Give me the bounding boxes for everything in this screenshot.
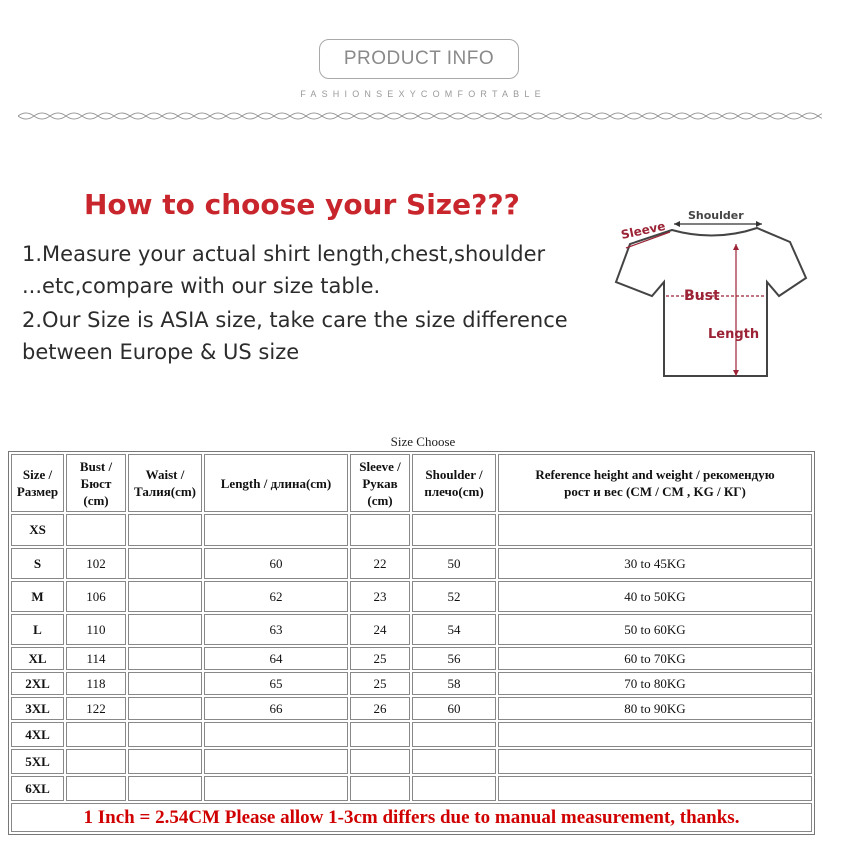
header-size: Size / Размер bbox=[11, 454, 64, 512]
cell-size: 5XL bbox=[11, 749, 64, 774]
cell-bust: 106 bbox=[66, 581, 126, 612]
cell-shoulder: 58 bbox=[412, 672, 496, 695]
product-info-title: PRODUCT INFO bbox=[343, 48, 495, 69]
cell-reference bbox=[498, 514, 812, 546]
cell-reference bbox=[498, 749, 812, 774]
cell-size: S bbox=[11, 548, 64, 579]
cell-length: 64 bbox=[204, 647, 348, 670]
table-row bbox=[11, 722, 812, 747]
cell-length: 60 bbox=[204, 548, 348, 579]
table-row bbox=[11, 614, 812, 645]
table-header-row bbox=[11, 454, 812, 512]
table-row bbox=[11, 749, 812, 774]
tagline: FASHIONSEXYCOMFORTABLE bbox=[300, 89, 546, 99]
cell-sleeve: 22 bbox=[350, 548, 410, 579]
guide-line-1: 1.Measure your actual shirt length,chest,shoulder bbox=[22, 242, 546, 266]
cell-size: XL bbox=[11, 647, 64, 670]
header-shoulder: Shoulder / плечо(cm) bbox=[412, 454, 496, 512]
cell-sleeve: 25 bbox=[350, 647, 410, 670]
cell-bust bbox=[66, 749, 126, 774]
cell-size: L bbox=[11, 614, 64, 645]
header-waist: Waist / Талия(cm) bbox=[128, 454, 202, 512]
cell-length bbox=[204, 722, 348, 747]
cell-reference: 80 to 90KG bbox=[498, 697, 812, 720]
cell-bust bbox=[66, 722, 126, 747]
cell-size: M bbox=[11, 581, 64, 612]
cell-shoulder: 50 bbox=[412, 548, 496, 579]
guide-line-2: ...etc,compare with our size table. bbox=[22, 274, 381, 298]
cell-sleeve: 24 bbox=[350, 614, 410, 645]
cell-reference: 60 to 70KG bbox=[498, 647, 812, 670]
cell-size: 4XL bbox=[11, 722, 64, 747]
cell-waist bbox=[128, 647, 202, 670]
cell-sleeve bbox=[350, 776, 410, 801]
table-row bbox=[11, 548, 812, 579]
table-row bbox=[11, 672, 812, 695]
cell-bust: 118 bbox=[66, 672, 126, 695]
cell-bust: 114 bbox=[66, 647, 126, 670]
table-row bbox=[11, 776, 812, 801]
table-note-row bbox=[11, 803, 812, 832]
cell-size: 6XL bbox=[11, 776, 64, 801]
cell-length bbox=[204, 514, 348, 546]
cell-shoulder bbox=[412, 722, 496, 747]
cell-waist bbox=[128, 776, 202, 801]
header-reference: Reference height and weight / рекомендую рост и вес (CM / CM , KG / КГ) bbox=[498, 454, 812, 512]
table-row bbox=[11, 697, 812, 720]
cell-size: XS bbox=[11, 514, 64, 546]
size-table bbox=[8, 451, 815, 835]
guide-line-3: 2.Our Size is ASIA size, take care the size difference bbox=[22, 308, 568, 332]
header-sleeve: Sleeve / Рукав (cm) bbox=[350, 454, 410, 512]
cell-sleeve bbox=[350, 514, 410, 546]
table-row bbox=[11, 514, 812, 546]
cell-shoulder: 56 bbox=[412, 647, 496, 670]
shoulder-label: Shoulder bbox=[688, 209, 744, 222]
measurement-note: 1 Inch = 2.54CM Please allow 1-3cm differs due to manual measurement, thanks. bbox=[11, 803, 812, 832]
cell-bust bbox=[66, 514, 126, 546]
tshirt-measurement-diagram bbox=[612, 204, 812, 384]
cell-shoulder bbox=[412, 749, 496, 774]
cell-reference: 70 to 80KG bbox=[498, 672, 812, 695]
cell-waist bbox=[128, 581, 202, 612]
cell-length: 65 bbox=[204, 672, 348, 695]
cell-reference: 40 to 50KG bbox=[498, 581, 812, 612]
bust-label: Bust bbox=[684, 288, 720, 304]
cell-bust: 110 bbox=[66, 614, 126, 645]
cell-sleeve bbox=[350, 722, 410, 747]
cell-reference bbox=[498, 722, 812, 747]
cell-waist bbox=[128, 548, 202, 579]
cell-reference: 30 to 45KG bbox=[498, 548, 812, 579]
cell-shoulder: 52 bbox=[412, 581, 496, 612]
cell-waist bbox=[128, 749, 202, 774]
cell-sleeve bbox=[350, 749, 410, 774]
cell-waist bbox=[128, 722, 202, 747]
size-guide-title: How to choose your Size??? bbox=[84, 188, 520, 221]
table-row bbox=[11, 581, 812, 612]
sleeve-label: Sleeve bbox=[619, 218, 667, 242]
cell-waist bbox=[128, 697, 202, 720]
table-caption: Size Choose bbox=[390, 434, 456, 449]
guide-line-4: between Europe & US size bbox=[22, 340, 300, 364]
cell-waist bbox=[128, 614, 202, 645]
cell-sleeve: 23 bbox=[350, 581, 410, 612]
cell-bust: 102 bbox=[66, 548, 126, 579]
cell-sleeve: 26 bbox=[350, 697, 410, 720]
cell-length: 62 bbox=[204, 581, 348, 612]
cell-size: 2XL bbox=[11, 672, 64, 695]
cell-length bbox=[204, 776, 348, 801]
cell-reference: 50 to 60KG bbox=[498, 614, 812, 645]
product-info-badge bbox=[319, 39, 519, 79]
wave-divider bbox=[18, 108, 822, 124]
cell-shoulder bbox=[412, 776, 496, 801]
size-table-body bbox=[11, 514, 812, 801]
cell-shoulder: 54 bbox=[412, 614, 496, 645]
cell-bust bbox=[66, 776, 126, 801]
table-row bbox=[11, 647, 812, 670]
header-length: Length / длина(cm) bbox=[204, 454, 348, 512]
cell-sleeve: 25 bbox=[350, 672, 410, 695]
cell-length: 63 bbox=[204, 614, 348, 645]
cell-shoulder bbox=[412, 514, 496, 546]
cell-length bbox=[204, 749, 348, 774]
length-label: Length bbox=[708, 327, 760, 342]
cell-waist bbox=[128, 672, 202, 695]
cell-waist bbox=[128, 514, 202, 546]
cell-bust: 122 bbox=[66, 697, 126, 720]
cell-size: 3XL bbox=[11, 697, 64, 720]
cell-reference bbox=[498, 776, 812, 801]
cell-shoulder: 60 bbox=[412, 697, 496, 720]
cell-length: 66 bbox=[204, 697, 348, 720]
header-bust: Bust / Бюст (cm) bbox=[66, 454, 126, 512]
